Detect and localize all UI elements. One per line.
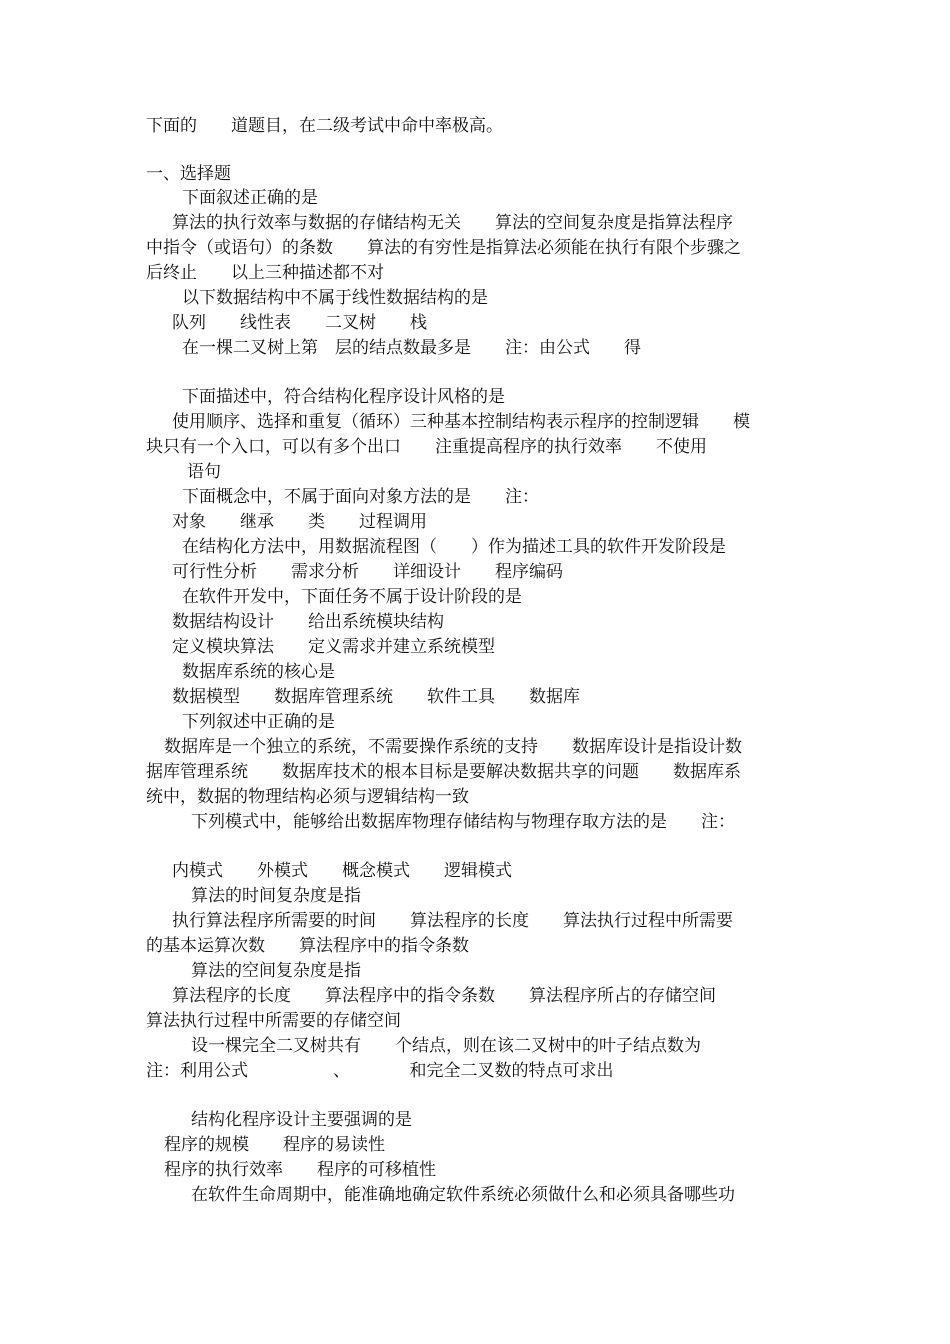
option-line: 数据结构设计 给出系统模块结构 (172, 612, 444, 632)
option-line: 数据模型 数据库管理系统 软件工具 数据库 (172, 687, 580, 707)
option-line: 算法程序的长度 算法程序中的指令条数 算法程序所占的存储空间 (172, 986, 716, 1006)
option-line: 中指令（或语句）的条数 算法的有穷性是指算法必须能在执行有限个步骤之 (146, 238, 741, 258)
note-line: 注：利用公式 、 和完全二叉数的特点可求出 (146, 1061, 614, 1081)
option-line: 内模式 外模式 概念模式 逻辑模式 (172, 861, 512, 881)
question-line: 下列模式中，能够给出数据库物理存储结构与物理存取方法的是 注： (191, 812, 735, 832)
option-line: 执行算法程序所需要的时间 算法程序的长度 算法执行过程中所需要 (172, 911, 733, 931)
option-line: 统中，数据的物理结构必须与逻辑结构一致 (146, 787, 469, 807)
question-line: 下面描述中，符合结构化程序设计风格的是 (182, 387, 505, 407)
question-line: 在一棵二叉树上第 层的结点数最多是 注：由公式 得 (182, 338, 641, 358)
question-line: 结构化程序设计主要强调的是 (191, 1110, 412, 1130)
option-line: 数据库是一个独立的系统，不需要操作系统的支持 数据库设计是指设计数 (164, 737, 742, 757)
question-line: 算法的时间复杂度是指 (191, 886, 361, 906)
option-line: 的基本运算次数 算法程序中的指令条数 (146, 936, 469, 956)
question-line: 在软件开发中，下面任务不属于设计阶段的是 (182, 587, 522, 607)
option-line: 程序的规模 程序的易读性 (164, 1135, 385, 1155)
intro-line: 下面的 道题目，在二级考试中命中率极高。 (146, 116, 503, 136)
question-line: 下面概念中，不属于面向对象方法的是 注： (182, 487, 539, 507)
question-line: 在软件生命周期中，能准确地确定软件系统必须做什么和必须具备哪些功 (191, 1185, 735, 1205)
question-line: 数据库系统的核心是 (182, 662, 335, 682)
option-line: 程序的执行效率 程序的可移植性 (164, 1160, 436, 1180)
option-line: 队列 线性表 二叉树 栈 (172, 313, 427, 333)
option-line: 定义模块算法 定义需求并建立系统模型 (172, 637, 495, 657)
section-heading: 一、选择题 (146, 164, 231, 184)
option-line: 对象 继承 类 过程调用 (172, 512, 427, 532)
option-line: 算法的执行效率与数据的存储结构无关 算法的空间复杂度是指算法程序 (172, 213, 733, 233)
option-line: 后终止 以上三种描述都不对 (146, 263, 384, 283)
question-line: 在结构化方法中，用数据流程图（ ）作为描述工具的软件开发阶段是 (182, 537, 726, 557)
question-line: 下列叙述中正确的是 (182, 712, 335, 732)
option-line: 块只有一个入口，可以有多个出口 注重提高程序的执行效率 不使用 (146, 437, 707, 457)
question-line: 算法的空间复杂度是指 (191, 961, 361, 981)
option-line: 算法执行过程中所需要的存储空间 (146, 1011, 401, 1031)
question-line: 设一棵完全二叉树共有 个结点，则在该二叉树中的叶子结点数为 (191, 1036, 701, 1056)
option-line: 使用顺序、选择和重复（循环）三种基本控制结构表示程序的控制逻辑 模 (172, 412, 750, 432)
option-line: 据库管理系统 数据库技术的根本目标是要解决数据共享的问题 数据库系 (146, 762, 741, 782)
option-line: 可行性分析 需求分析 详细设计 程序编码 (172, 562, 563, 582)
question-line: 以下数据结构中不属于线性数据结构的是 (182, 288, 488, 308)
question-line: 下面叙述正确的是 (182, 188, 318, 208)
option-line: 语句 (187, 462, 221, 482)
